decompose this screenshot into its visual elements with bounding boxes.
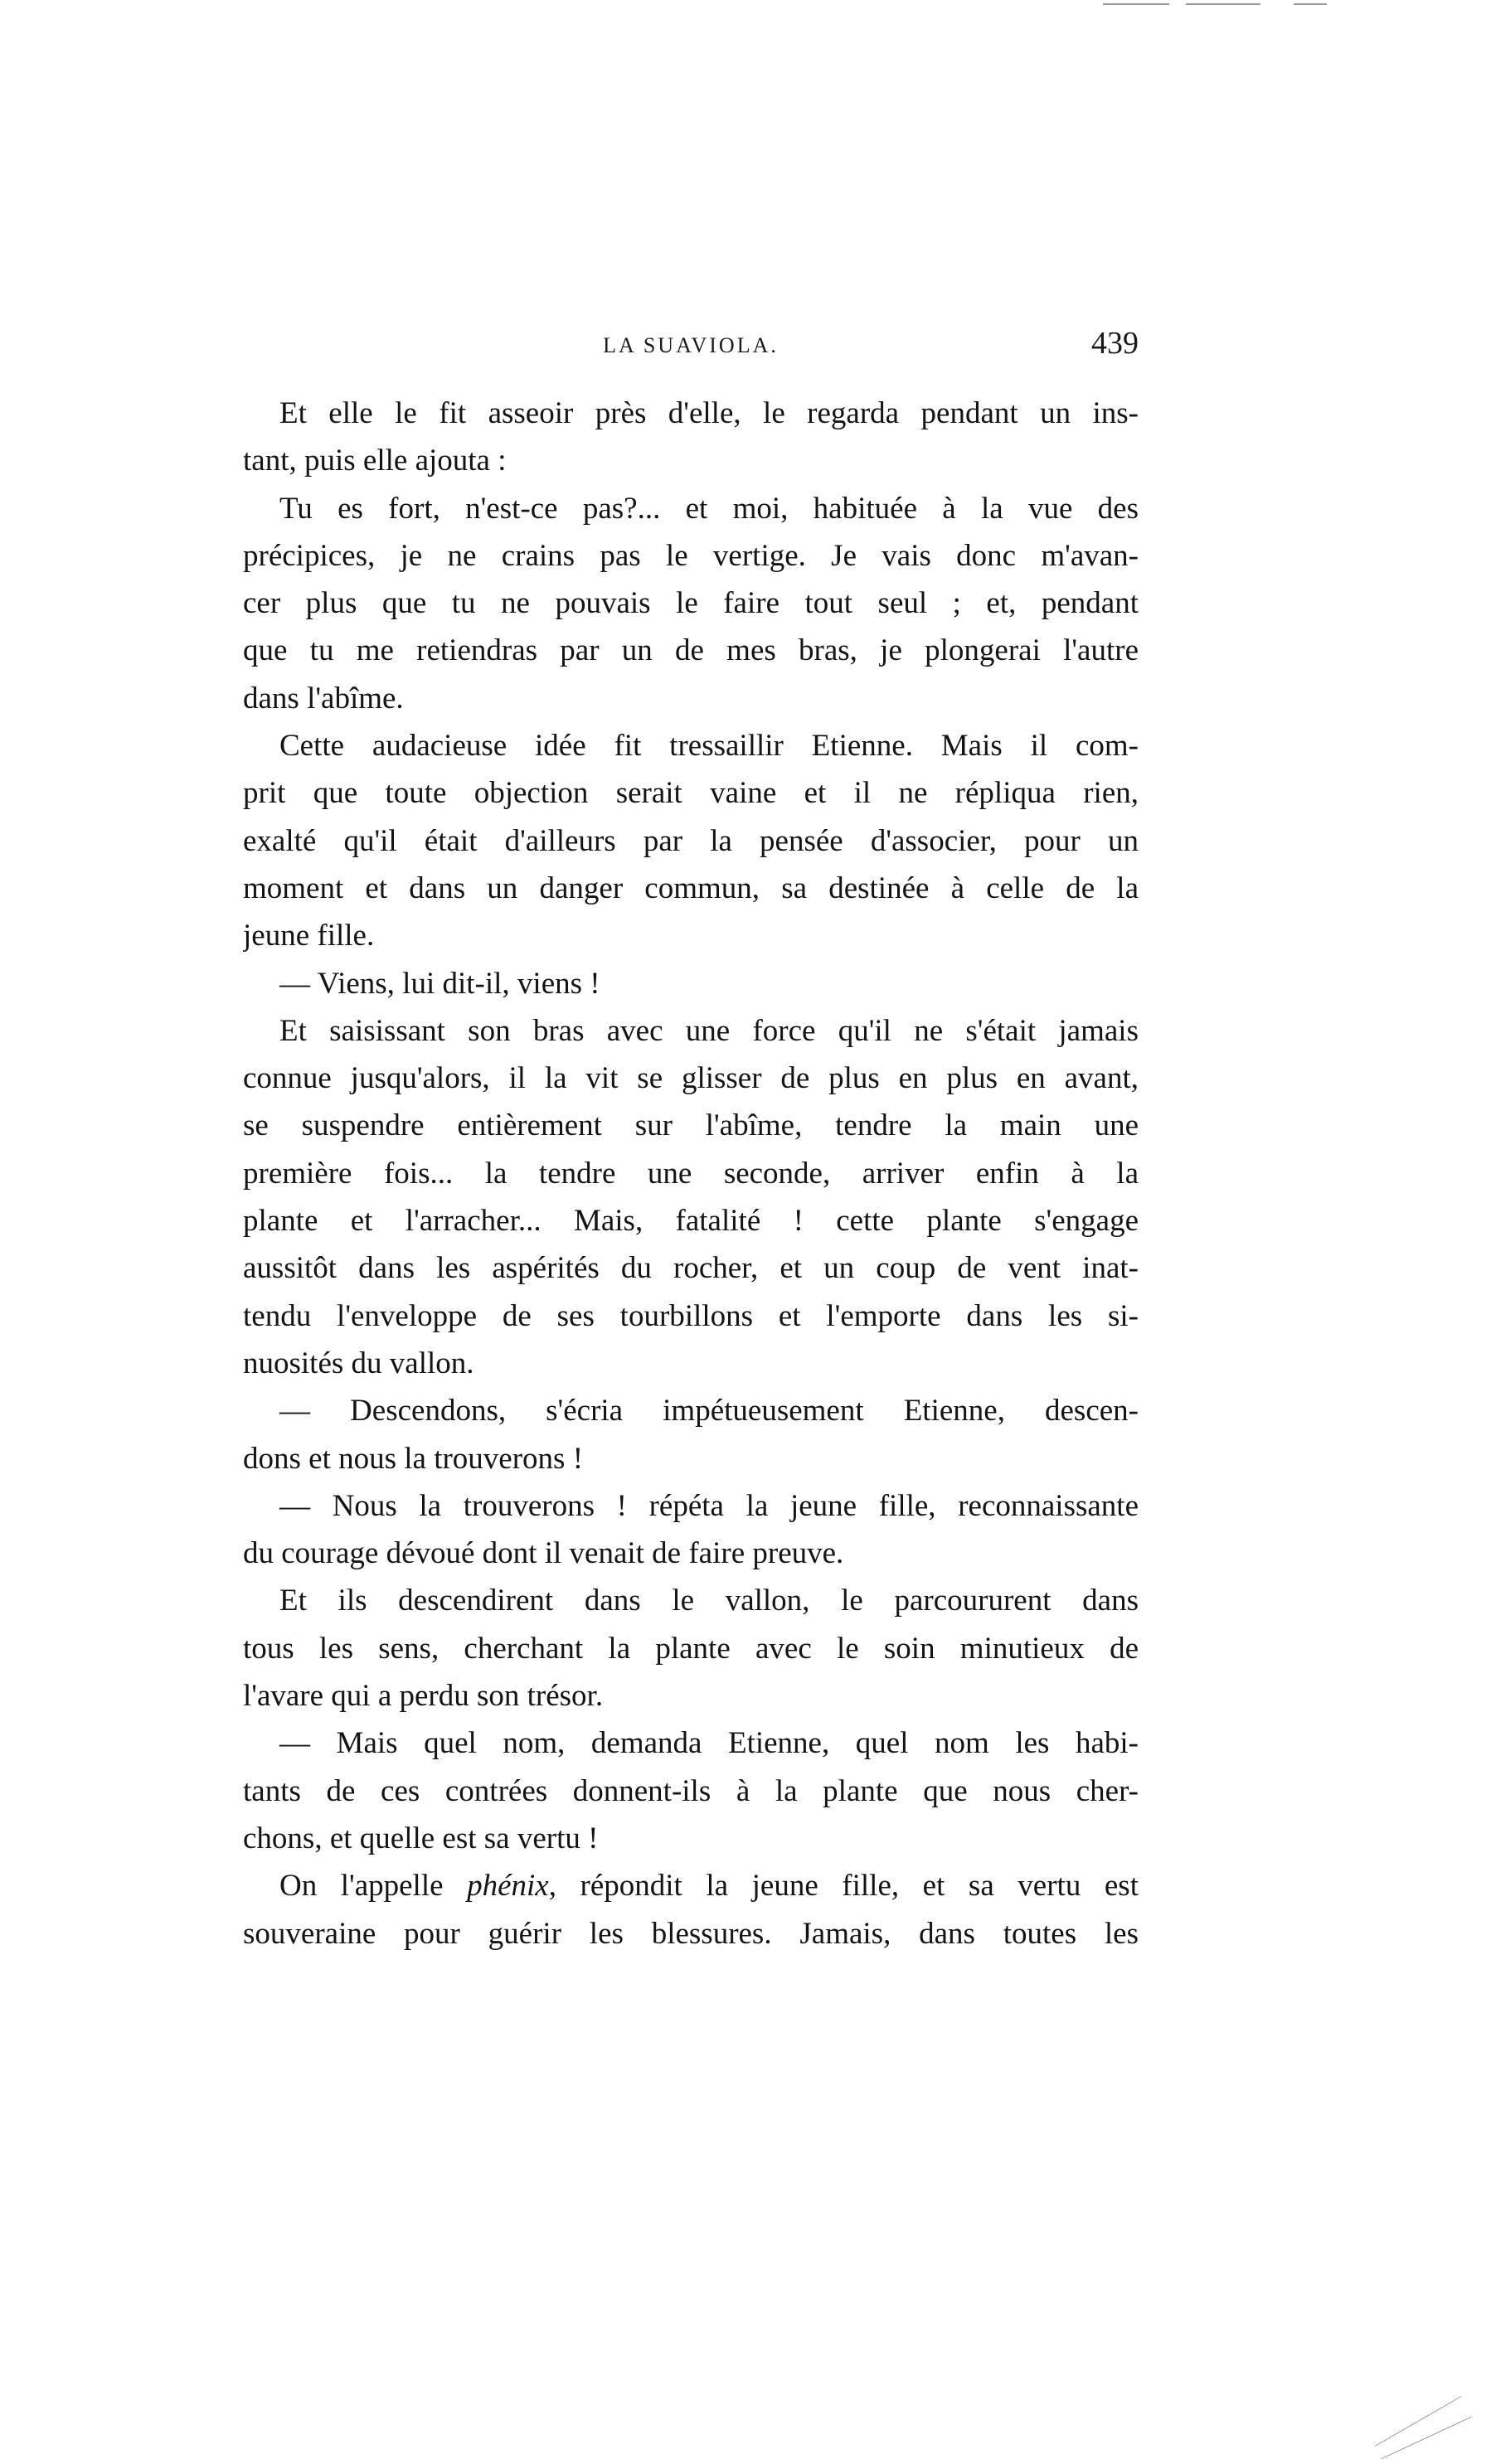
scan-mark [1103, 3, 1169, 5]
text-line: connue jusqu'alors, il la vit se glisser de plus en plus en avant, [243, 1061, 1139, 1096]
text-line: Cette audacieuse idée fit tressaillir Etienne. Mais il com- [279, 729, 1139, 764]
scan-mark [1294, 3, 1327, 5]
text-line: Tu es fort, n'est-ce pas?... et moi, habituée à la vue des [279, 491, 1139, 526]
text-line: aussitôt dans les aspérités du rocher, et un coup de vent inat- [243, 1251, 1139, 1286]
text-line: souveraine pour guérir les blessures. Jamais, dans toutes les [243, 1916, 1139, 1951]
text-line: tants de ces contrées donnent-ils à la plante que nous cher- [243, 1773, 1139, 1808]
scan-mark [1186, 3, 1260, 5]
text-line: tendu l'enveloppe de ses tourbillons et l'emporte dans les si- [243, 1298, 1139, 1333]
text-segment: On l'appelle [279, 1869, 468, 1904]
text-line: plante et l'arracher... Mais, fatalité ! cette plante s'engage [243, 1204, 1139, 1239]
text-line: du courage dévoué dont il venait de faire preuve. [243, 1536, 844, 1571]
text-line: exalté qu'il était d'ailleurs par la pensée d'associer, pour un [243, 823, 1139, 858]
running-head [243, 325, 1139, 366]
text-line: Et elle le fit asseoir près d'elle, le regarda pendant un ins- [279, 396, 1139, 430]
text-line: tant, puis elle ajouta : [243, 444, 507, 478]
page-number: 439 [1091, 326, 1139, 361]
text-line: se suspendre entièrement sur l'abîme, tendre la main une [243, 1108, 1139, 1143]
text-line [243, 1862, 1139, 1909]
text-line: — Descendons, s'écria impétueusement Etienne, descen- [279, 1394, 1139, 1428]
text-line: chons, et quelle est sa vertu ! [243, 1821, 599, 1855]
text-line: — Mais quel nom, demanda Etienne, quel nom les habi- [279, 1726, 1139, 1761]
text-line: l'avare qui a perdu son trésor. [243, 1679, 604, 1714]
text-line: Et saisissant son bras avec une force qu'il ne s'était jamais [279, 1013, 1139, 1048]
text-line: moment et dans un danger commun, sa destinée à celle de la [243, 871, 1139, 905]
scan-mark [1375, 2396, 1461, 2447]
scan-mark [1381, 2417, 1471, 2460]
text-line: dans l'abîme. [243, 681, 404, 715]
text-line: cer plus que tu ne pouvais le faire tout seul ; et, pendant [243, 586, 1139, 621]
text-line: première fois... la tendre une seconde, arriver enfin à la [243, 1156, 1139, 1191]
text-line: prit que toute objection serait vaine et il ne répliqua rien, [243, 776, 1139, 811]
text-line: Et ils descendirent dans le vallon, le parcoururent dans [279, 1584, 1139, 1618]
running-title: LA SUAVIOLA. [603, 333, 779, 357]
text-segment: , répondit la jeune fille, et sa vertu est [548, 1869, 1139, 1904]
text-line: — Viens, lui dit-il, viens ! [279, 966, 600, 1001]
text-line: dons et nous la trouverons ! [243, 1441, 584, 1476]
body-text [243, 390, 1139, 1957]
text-line: nuosités du vallon. [243, 1346, 474, 1380]
italic-term: phénix [467, 1869, 549, 1904]
text-line: que tu me retiendras par un de mes bras, je plongerai l'autre [243, 633, 1139, 668]
text-line: — Nous la trouverons ! répéta la jeune fille, reconnaissante [279, 1488, 1139, 1523]
text-line: jeune fille. [243, 919, 375, 953]
text-line: tous les sens, cherchant la plante avec le soin minutieux de [243, 1631, 1139, 1666]
text-line: précipices, je ne crains pas le vertige. Je vais donc m'avan- [243, 538, 1139, 573]
